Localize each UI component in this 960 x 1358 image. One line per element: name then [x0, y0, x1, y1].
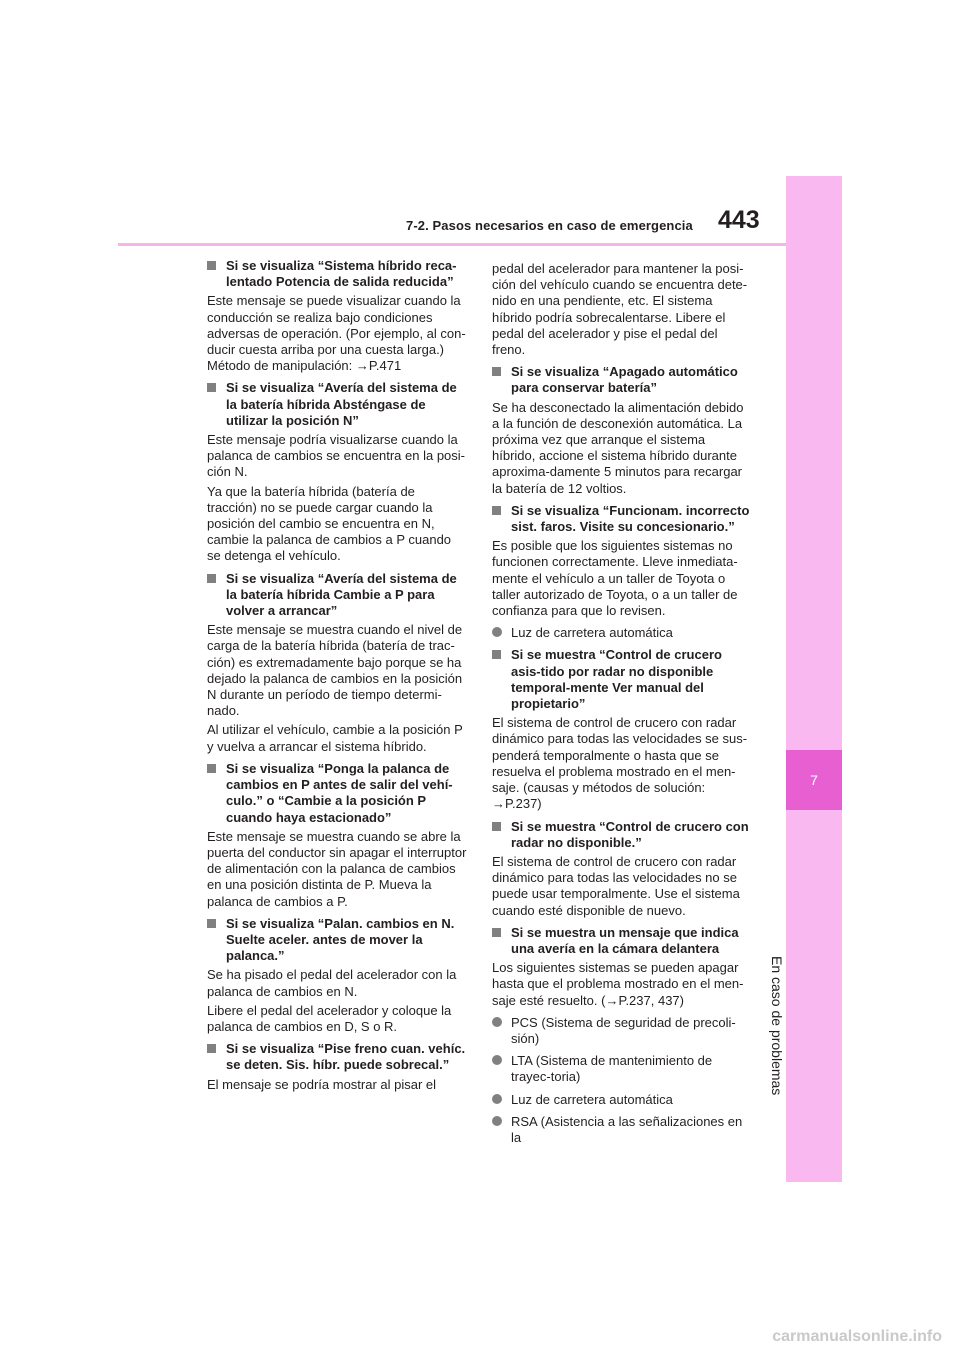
square-bullet-icon	[207, 919, 216, 928]
paragraph: Al utilizar el vehículo, cambie a la posición P y vuelva a arrancar el sistema híbrido.	[207, 722, 463, 754]
paragraph: Este mensaje podría visualizarse cuando la palanca de cambios se encuentra en la posi-ción N.	[207, 432, 465, 480]
paragraph: Este mensaje se muestra cuando se abre la puerta del conductor sin apagar el interruptor de alimentación con la palanca de cambios en una posición distinta de P. Mueva la palanca de cambios a P.	[207, 828, 467, 909]
page-number: 443	[718, 206, 760, 234]
section-heading	[492, 647, 752, 712]
paragraph: El sistema de control de crucero con radar dinámico para todas las velocidades no se puede usar temporalmente. Use el sistema cuando esté disponible de nuevo.	[492, 853, 740, 918]
square-bullet-icon	[207, 1044, 216, 1053]
section-heading	[492, 925, 752, 957]
chapter-title: En caso de problemas	[769, 956, 785, 1096]
section-heading-text: Si se visualiza “Funcionam. incorrecto sist. faros. Visite su concesionario.”	[511, 502, 750, 535]
bullet-text: Luz de carretera automática	[511, 1091, 673, 1107]
square-bullet-icon	[492, 367, 501, 376]
paragraph: Libere el pedal del acelerador y coloque la palanca de cambios en D, S o R.	[207, 1002, 452, 1034]
section-heading	[207, 761, 467, 826]
chapter-number-box	[786, 750, 842, 810]
circle-bullet-icon	[492, 627, 502, 637]
section-heading	[492, 503, 752, 535]
section-heading-text: Si se visualiza “Apagado automático para conservar batería”	[511, 364, 738, 396]
bullet-item	[492, 1114, 752, 1146]
section-heading-text: Si se visualiza “Sistema híbrido reca-lentado Potencia de salida reducida”	[226, 258, 457, 290]
section-heading-text: Si se muestra un mensaje que indica una avería en la cámara delantera	[511, 924, 739, 956]
bullet-item	[492, 1092, 752, 1108]
paragraph: Se ha desconectado la alimentación debido a la función de desconexión automática. La próxima vez que arranque el sistema híbrido, accione el sistema híbrido durante aproxima-damente 5 minutos para recargar la batería de 12 voltios.	[492, 399, 744, 496]
section-heading	[492, 364, 752, 396]
paragraph: pedal del acelerador para mantener la posi-ción del vehículo cuando se encuentra dete-nido en una pendiente, etc. El sistema híbrido podría sobrecalentarse. Libere el pedal del acelerador y pise el pedal del freno.	[492, 261, 748, 358]
chapter-side-tab	[786, 176, 842, 1182]
section-heading-text: Si se visualiza “Pise freno cuan. vehíc. se deten. Sis. híbr. puede sobrecal.”	[226, 1041, 466, 1073]
bullet-text: RSA (Asistencia a las señalizaciones en la	[511, 1113, 743, 1145]
paragraph: Se ha pisado el pedal del acelerador con la palanca de cambios en N.	[207, 967, 457, 999]
square-bullet-icon	[207, 574, 216, 583]
paragraph: Este mensaje se puede visualizar cuando la conducción se realiza bajo condiciones adversas de operación. (Por ejemplo, al con-ducir cuesta arriba por una cuesta larga.) Método de manipulación: →P.471	[207, 293, 466, 374]
paragraph: El mensaje se podría mostrar al pisar el	[207, 1076, 437, 1092]
right-column	[492, 258, 752, 1146]
square-bullet-icon	[207, 383, 216, 392]
section-heading-text: Si se visualiza “Avería del sistema de la batería híbrida Absténgase de utilizar la posición N”	[226, 380, 457, 428]
section-heading	[207, 1041, 467, 1073]
bullet-text: PCS (Sistema de seguridad de precoli-sión)	[511, 1014, 736, 1046]
paragraph: Ya que la batería híbrida (batería de tracción) no se puede cargar cuando la posición del cambio se encuentra en N, cambie la palanca de cambios a P cuando se detenga el vehículo.	[207, 483, 452, 564]
chapter-number: 7	[810, 772, 818, 788]
bullet-item	[492, 1053, 752, 1085]
paragraph: El sistema de control de crucero con radar dinámico para todas las velocidades se sus-penderá temporalmente o hasta que se resuelva el problema mostrado en el men-saje. (causas y métodos de solución: →P.237)	[492, 715, 748, 812]
bullet-text: LTA (Sistema de mantenimiento de trayec-toria)	[511, 1053, 713, 1085]
header-rule	[118, 243, 786, 246]
paragraph: Este mensaje se muestra cuando el nivel de carga de la batería híbrida (batería de trac-ción) es extremadamente bajo porque se ha dejado la palanca de cambios en la posición N durante un período de tiempo determi-nado.	[207, 622, 463, 719]
square-bullet-icon	[492, 650, 501, 659]
circle-bullet-icon	[492, 1017, 502, 1027]
section-heading-text: Si se visualiza “Avería del sistema de la batería híbrida Cambie a P para volver a arrancar”	[226, 570, 457, 619]
section-title: 7-2. Pasos necesarios en caso de emergencia	[406, 218, 693, 233]
paragraph: Los siguientes sistemas se pueden apagar hasta que el problema mostrado en el men-saje esté resuelto. (→P.237, 437)	[492, 960, 744, 1008]
square-bullet-icon	[207, 764, 216, 773]
circle-bullet-icon	[492, 1094, 502, 1104]
square-bullet-icon	[492, 822, 501, 831]
section-heading-text: Si se visualiza “Ponga la palanca de cambios en P antes de salir del vehí-culo.” o “Cambie a la posición P cuando haya estacionado”	[226, 760, 453, 825]
section-heading	[207, 916, 467, 965]
circle-bullet-icon	[492, 1055, 502, 1065]
square-bullet-icon	[492, 928, 501, 937]
circle-bullet-icon	[492, 1116, 502, 1126]
bullet-text: Luz de carretera automática	[511, 625, 673, 641]
bullet-item	[492, 1015, 752, 1047]
square-bullet-icon	[207, 261, 216, 270]
section-heading	[207, 258, 467, 290]
left-column	[207, 258, 467, 1093]
paragraph: Es posible que los siguientes sistemas no funcionen correctamente. Lleve inmediata-mente el vehículo a un taller de Toyota o taller autorizado de Toyota, o a un taller de confianza para que lo revisen.	[492, 538, 738, 619]
section-heading-text: Si se muestra “Control de crucero asis-tido por radar no disponible temporal-mente Ver manual del propietario”	[511, 647, 722, 712]
square-bullet-icon	[492, 506, 501, 515]
section-heading-text: Si se visualiza “Palan. cambios en N. Suelte aceler. antes de mover la palanca.”	[226, 915, 455, 964]
watermark: carmanualsonline.info	[772, 1328, 942, 1345]
section-heading-text: Si se muestra “Control de crucero con radar no disponible.”	[511, 818, 749, 850]
section-heading	[207, 571, 467, 620]
section-heading	[492, 819, 752, 851]
section-heading	[207, 380, 467, 429]
bullet-item	[492, 625, 752, 641]
